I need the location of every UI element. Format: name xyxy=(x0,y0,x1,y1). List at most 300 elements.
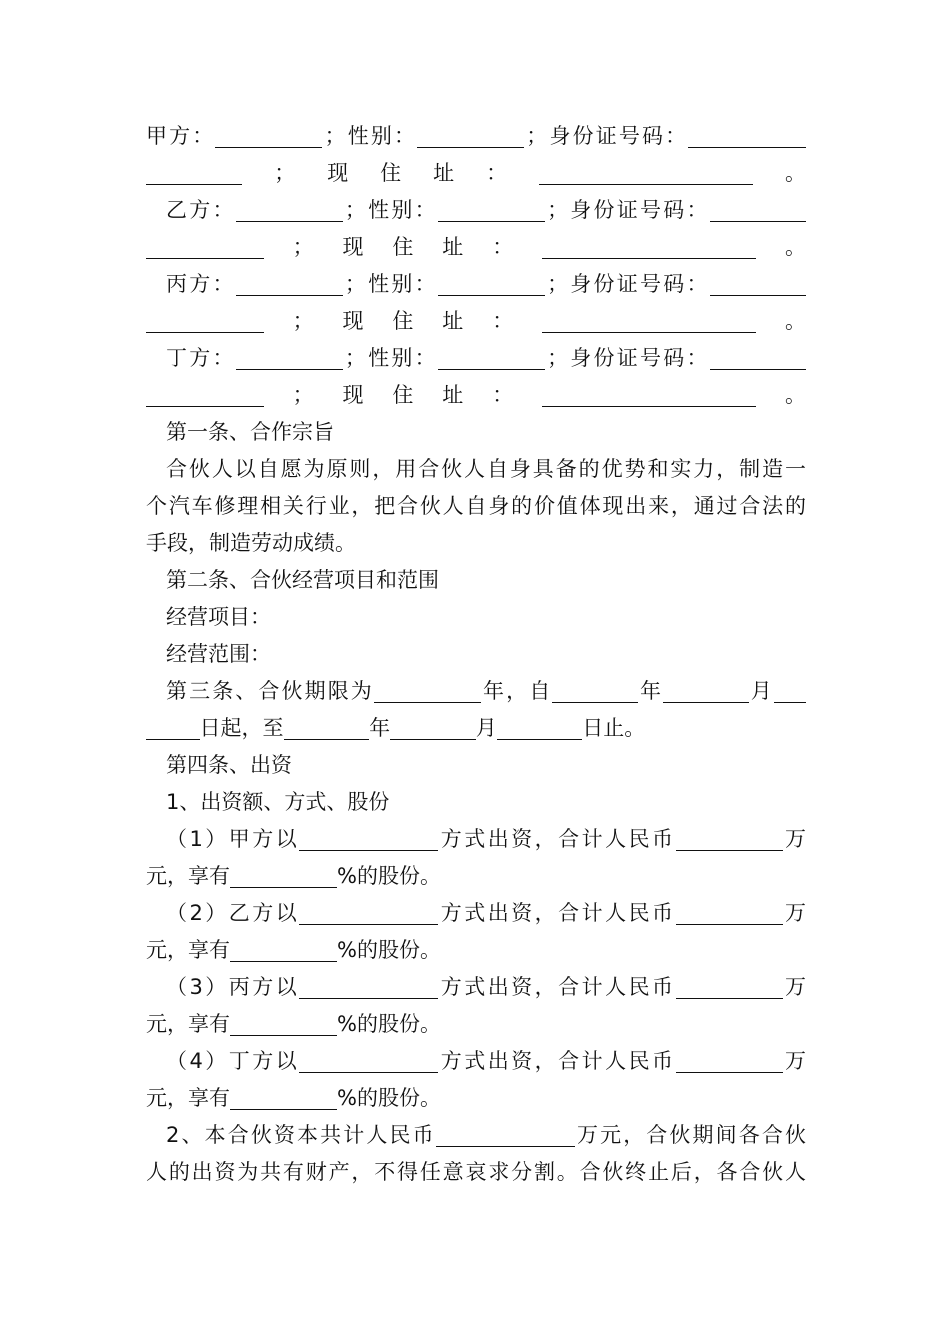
glyph: 1 xyxy=(189,827,203,851)
glyph: 址 xyxy=(442,235,464,259)
glyph: ： xyxy=(492,309,514,333)
blank-field xyxy=(438,340,545,370)
glyph: 终 xyxy=(625,1160,647,1184)
glyph: 性 xyxy=(368,272,390,296)
blank-field xyxy=(676,821,783,851)
glyph: 身 xyxy=(570,346,592,370)
glyph: 段 xyxy=(167,531,188,555)
glyph: 股 xyxy=(347,790,369,814)
blank-field xyxy=(390,710,476,740)
glyph: 资 xyxy=(511,975,533,999)
glyph: ， xyxy=(506,679,528,703)
glyph: 证 xyxy=(616,272,638,296)
glyph: 4 xyxy=(189,1049,203,1073)
glyph: 资 xyxy=(511,1049,533,1073)
contribution-party-d xyxy=(0,1043,950,1080)
glyph: 合 xyxy=(558,827,580,851)
glyph: 丁 xyxy=(166,346,187,370)
glyph: ： xyxy=(492,235,514,259)
glyph: 合 xyxy=(227,1123,249,1147)
blank-field xyxy=(688,118,806,148)
glyph: ， xyxy=(534,975,556,999)
glyph: 式 xyxy=(464,1049,486,1073)
glyph: ； xyxy=(344,198,366,222)
glyph: 出 xyxy=(200,790,222,814)
blank-field xyxy=(230,932,337,962)
glyph: 关 xyxy=(282,494,304,518)
glyph: 方 xyxy=(252,975,274,999)
glyph: 份 xyxy=(398,1086,420,1110)
glyph: 伙 xyxy=(602,1160,624,1184)
glyph: 额 xyxy=(242,790,264,814)
glyph: 方 xyxy=(252,1049,274,1073)
glyph: 份 xyxy=(398,864,420,888)
glyph: 资 xyxy=(511,901,533,925)
glyph: 经 xyxy=(292,568,313,592)
blank-field xyxy=(710,340,806,370)
glyph: ） xyxy=(205,1049,227,1073)
glyph: 宗 xyxy=(292,420,313,444)
glyph: （ xyxy=(166,827,187,851)
glyph: 项 xyxy=(208,605,229,629)
glyph: 的 xyxy=(578,457,600,481)
glyph: 份 xyxy=(593,198,615,222)
glyph: 人 xyxy=(366,1123,388,1147)
glyph: 年 xyxy=(640,679,661,703)
glyph: 性 xyxy=(368,346,390,370)
glyph: 方 xyxy=(189,346,211,370)
glyph: % xyxy=(337,1012,357,1036)
glyph: 方 xyxy=(440,827,462,851)
glyph: 出 xyxy=(487,827,509,851)
blank-field xyxy=(299,1043,438,1073)
glyph: ： xyxy=(486,161,508,185)
glyph: 和 xyxy=(376,568,397,592)
glyph: 1 xyxy=(166,790,180,814)
glyph: 资 xyxy=(221,790,243,814)
glyph: 式 xyxy=(464,901,486,925)
glyph: 汽 xyxy=(168,494,190,518)
glyph: ， xyxy=(534,1049,556,1073)
business-scope xyxy=(0,636,950,673)
glyph: 元 xyxy=(146,1012,167,1036)
glyph: 条 xyxy=(212,679,234,703)
glyph: 3 xyxy=(189,975,203,999)
glyph: 人 xyxy=(605,975,627,999)
blank-field xyxy=(497,710,583,740)
glyph: 有 xyxy=(209,1012,230,1036)
glyph: 人 xyxy=(442,494,464,518)
glyph: 码 xyxy=(663,272,685,296)
glyph: 产 xyxy=(328,1160,350,1184)
blank-field xyxy=(146,229,264,259)
glyph: 方 xyxy=(284,790,306,814)
glyph: 以 xyxy=(275,827,297,851)
glyph: 不 xyxy=(374,1160,396,1184)
blank-field xyxy=(236,266,343,296)
glyph: 方 xyxy=(189,272,211,296)
glyph: 合 xyxy=(258,679,280,703)
glyph: 制 xyxy=(739,457,761,481)
blank-field xyxy=(417,118,524,148)
glyph: ， xyxy=(670,494,692,518)
glyph: 实 xyxy=(670,457,692,481)
glyph: ： xyxy=(686,346,708,370)
glyph: 份 xyxy=(398,938,420,962)
glyph: 目 xyxy=(355,568,376,592)
glyph: 合 xyxy=(558,975,580,999)
blank-field xyxy=(146,155,242,185)
glyph: 。 xyxy=(556,1160,578,1184)
glyph: 条 xyxy=(208,420,229,444)
glyph: ， xyxy=(167,938,188,962)
glyph: 有 xyxy=(209,938,230,962)
contribution-party-b xyxy=(0,932,950,969)
glyph: 营 xyxy=(313,568,334,592)
glyph: 用 xyxy=(395,457,417,481)
glyph: ； xyxy=(292,235,314,259)
glyph: ： xyxy=(492,383,514,407)
glyph: 、 xyxy=(263,790,285,814)
glyph: 本 xyxy=(204,1123,226,1147)
glyph: 合 xyxy=(418,457,440,481)
glyph: 性 xyxy=(368,198,390,222)
glyph: 元 xyxy=(146,1086,167,1110)
glyph: 人 xyxy=(211,457,233,481)
glyph: 二 xyxy=(187,568,208,592)
glyph: 计 xyxy=(581,975,603,999)
blank-field xyxy=(552,673,638,703)
glyph: 资 xyxy=(511,827,533,851)
glyph: ； xyxy=(547,198,569,222)
glyph: ： xyxy=(665,124,687,148)
glyph: ； xyxy=(547,346,569,370)
glyph: 股 xyxy=(377,1086,399,1110)
glyph: ： xyxy=(414,346,436,370)
glyph: 成 xyxy=(293,531,314,555)
glyph: 民 xyxy=(628,827,650,851)
glyph: 。 xyxy=(785,161,806,185)
glyph: ， xyxy=(716,457,738,481)
party-a-line xyxy=(0,118,950,155)
glyph: 第 xyxy=(166,753,187,777)
glyph: 别 xyxy=(370,124,392,148)
glyph: 份 xyxy=(398,1012,420,1036)
glyph: 三 xyxy=(189,679,211,703)
glyph: 任 xyxy=(419,1160,441,1184)
glyph: 伙 xyxy=(441,457,463,481)
glyph: 营 xyxy=(187,642,208,666)
glyph: 别 xyxy=(391,272,413,296)
glyph: 相 xyxy=(260,494,282,518)
glyph: 资 xyxy=(273,1123,295,1147)
glyph: ， xyxy=(241,716,263,740)
glyph: 元 xyxy=(146,864,167,888)
glyph: 条 xyxy=(208,568,229,592)
glyph: 财 xyxy=(305,1160,327,1184)
glyph: 、 xyxy=(229,420,250,444)
party-b-address-line xyxy=(0,229,950,266)
glyph: 方 xyxy=(440,1049,462,1073)
glyph: 造 xyxy=(762,457,784,481)
glyph: 份 xyxy=(572,124,594,148)
blank-field xyxy=(230,1080,337,1110)
glyph: 享 xyxy=(188,1086,209,1110)
glyph: 共 xyxy=(320,1123,342,1147)
glyph: 住 xyxy=(380,161,402,185)
article-1-body xyxy=(0,525,950,562)
glyph: 住 xyxy=(392,383,414,407)
glyph: 合 xyxy=(761,1123,783,1147)
glyph: 资 xyxy=(271,753,292,777)
glyph: 享 xyxy=(188,864,209,888)
glyph: 式 xyxy=(464,827,486,851)
glyph: 力 xyxy=(693,457,715,481)
glyph: 的 xyxy=(356,864,378,888)
glyph: 股 xyxy=(377,864,399,888)
contribution-party-a xyxy=(0,821,950,858)
glyph: 造 xyxy=(230,531,251,555)
blank-field xyxy=(542,377,756,407)
glyph: ， xyxy=(351,494,373,518)
glyph: 止 xyxy=(603,716,625,740)
capital-total xyxy=(0,1154,950,1191)
glyph: 的 xyxy=(785,494,806,518)
glyph: 证 xyxy=(595,124,617,148)
article-2-heading xyxy=(0,562,950,599)
glyph: 起 xyxy=(220,716,242,740)
glyph: 址 xyxy=(442,309,464,333)
glyph: % xyxy=(337,1086,357,1110)
glyph: ） xyxy=(205,827,227,851)
glyph: 号 xyxy=(640,346,661,370)
glyph: 万 xyxy=(785,1049,806,1073)
glyph: 住 xyxy=(392,309,414,333)
blank-field xyxy=(284,710,370,740)
glyph: 2 xyxy=(189,901,203,925)
party-c-address-line xyxy=(0,303,950,340)
glyph: 份 xyxy=(593,272,615,296)
article-3-term xyxy=(0,710,950,747)
glyph: （ xyxy=(166,901,187,925)
blank-field xyxy=(299,969,438,999)
glyph: 期 xyxy=(692,1123,714,1147)
glyph: 人 xyxy=(785,1160,806,1184)
glyph: 有 xyxy=(209,1086,230,1110)
glyph: ： xyxy=(192,124,214,148)
glyph: 价 xyxy=(533,494,555,518)
blank-field xyxy=(710,192,806,222)
glyph: 业 xyxy=(328,494,350,518)
glyph: 经 xyxy=(166,605,187,629)
glyph: ： xyxy=(212,346,234,370)
glyph: 伙 xyxy=(419,494,441,518)
glyph: 愿 xyxy=(280,457,302,481)
blank-field xyxy=(774,673,806,703)
glyph: 自 xyxy=(529,679,551,703)
glyph: 、 xyxy=(181,1123,203,1147)
glyph: 式 xyxy=(305,790,327,814)
contribution-party-b xyxy=(0,895,950,932)
glyph: 合 xyxy=(166,457,187,481)
glyph: ） xyxy=(205,975,227,999)
glyph: 方 xyxy=(252,827,274,851)
business-items xyxy=(0,599,950,636)
glyph: 止 xyxy=(648,1160,670,1184)
glyph: 为 xyxy=(303,457,325,481)
glyph: 出 xyxy=(250,753,271,777)
article-3-term xyxy=(0,673,950,710)
glyph: 丁 xyxy=(228,1049,250,1073)
glyph: 甲 xyxy=(228,827,250,851)
glyph: 有 xyxy=(282,1160,304,1184)
glyph: 则 xyxy=(349,457,371,481)
glyph: 车 xyxy=(191,494,213,518)
glyph: 人 xyxy=(605,1049,627,1073)
glyph: 万 xyxy=(785,827,806,851)
glyph: 方 xyxy=(189,198,211,222)
glyph: 身 xyxy=(488,494,510,518)
glyph: 自 xyxy=(465,494,487,518)
glyph: 绩 xyxy=(314,531,335,555)
party-d-address-line xyxy=(0,377,950,414)
glyph: 伙 xyxy=(785,1123,806,1147)
blank-field xyxy=(436,1117,575,1147)
glyph: ， xyxy=(351,1160,373,1184)
blank-field xyxy=(542,229,756,259)
glyph: 现 xyxy=(342,309,364,333)
glyph: 优 xyxy=(601,457,623,481)
glyph: 后 xyxy=(670,1160,692,1184)
glyph: 割 xyxy=(533,1160,555,1184)
glyph: 合 xyxy=(250,420,271,444)
glyph: 码 xyxy=(642,124,663,148)
glyph: 、 xyxy=(229,753,250,777)
glyph: 第 xyxy=(166,420,187,444)
glyph: 围 xyxy=(229,642,250,666)
glyph: 人 xyxy=(605,827,627,851)
article-1-body xyxy=(0,451,950,488)
glyph: 址 xyxy=(433,161,455,185)
glyph: ， xyxy=(534,901,556,925)
glyph: 各 xyxy=(738,1123,760,1147)
glyph: ： xyxy=(250,605,271,629)
glyph: 、 xyxy=(229,568,250,592)
glyph: 。 xyxy=(419,1012,441,1036)
glyph: % xyxy=(337,864,357,888)
blank-field xyxy=(542,303,756,333)
glyph: 币 xyxy=(652,901,674,925)
glyph: 伙 xyxy=(271,568,292,592)
blank-field xyxy=(299,895,438,925)
glyph: 现 xyxy=(342,235,364,259)
glyph: 出 xyxy=(487,901,509,925)
glyph: ： xyxy=(686,272,708,296)
glyph: 、 xyxy=(179,790,201,814)
glyph: 计 xyxy=(343,1123,365,1147)
glyph: 以 xyxy=(275,975,297,999)
glyph: 合 xyxy=(397,494,419,518)
glyph: 方 xyxy=(252,901,274,925)
glyph: 范 xyxy=(397,568,418,592)
glyph: 计 xyxy=(581,827,603,851)
glyph: 出 xyxy=(487,1049,509,1073)
glyph: 身 xyxy=(570,198,592,222)
glyph: 。 xyxy=(785,383,806,407)
glyph: 、 xyxy=(235,679,257,703)
glyph: 至 xyxy=(262,716,284,740)
glyph: 意 xyxy=(442,1160,464,1184)
glyph: 备 xyxy=(555,457,577,481)
glyph: 原 xyxy=(326,457,348,481)
glyph: ： xyxy=(212,272,234,296)
glyph: 期 xyxy=(304,679,326,703)
glyph: 分 xyxy=(511,1160,533,1184)
glyph: 方 xyxy=(440,975,462,999)
blank-field xyxy=(710,266,806,296)
glyph: 为 xyxy=(237,1160,259,1184)
party-a-address-line xyxy=(0,155,950,192)
glyph: 劳 xyxy=(251,531,272,555)
glyph: 号 xyxy=(640,272,661,296)
glyph: 旨 xyxy=(313,420,334,444)
capital-total xyxy=(0,1117,950,1154)
glyph: 号 xyxy=(640,198,661,222)
glyph: 现 xyxy=(342,383,364,407)
glyph: 万 xyxy=(576,1123,598,1147)
glyph: 求 xyxy=(488,1160,510,1184)
glyph: 和 xyxy=(647,457,669,481)
glyph: 民 xyxy=(389,1123,411,1147)
glyph: 币 xyxy=(652,975,674,999)
glyph: ； xyxy=(526,124,548,148)
glyph: ： xyxy=(686,198,708,222)
party-c-line xyxy=(0,266,950,303)
blank-field xyxy=(676,895,783,925)
article-1-heading xyxy=(0,414,950,451)
glyph: 得 xyxy=(397,1160,419,1184)
glyph: 一 xyxy=(785,457,806,481)
glyph: 址 xyxy=(442,383,464,407)
blank-field xyxy=(676,969,783,999)
glyph: 动 xyxy=(272,531,293,555)
glyph: 丙 xyxy=(166,272,187,296)
glyph: 号 xyxy=(618,124,640,148)
glyph: 限 xyxy=(327,679,349,703)
glyph: 丙 xyxy=(228,975,250,999)
glyph: ； xyxy=(292,309,314,333)
blank-field xyxy=(215,118,322,148)
glyph: ； xyxy=(547,272,569,296)
glyph: 。 xyxy=(419,938,441,962)
glyph: 条 xyxy=(208,753,229,777)
glyph: ， xyxy=(167,1012,188,1036)
glyph: 民 xyxy=(628,975,650,999)
glyph: 币 xyxy=(412,1123,434,1147)
glyph: 的 xyxy=(356,1012,378,1036)
glyph: 币 xyxy=(652,1049,674,1073)
glyph: ； xyxy=(274,161,296,185)
glyph: 民 xyxy=(628,901,650,925)
contribution-party-d xyxy=(0,1080,950,1117)
glyph: 份 xyxy=(368,790,390,814)
glyph: 势 xyxy=(624,457,646,481)
glyph: 有 xyxy=(209,864,230,888)
glyph: 月 xyxy=(750,679,772,703)
glyph: 乙 xyxy=(228,901,250,925)
glyph: 身 xyxy=(549,124,571,148)
glyph: 合 xyxy=(250,568,271,592)
